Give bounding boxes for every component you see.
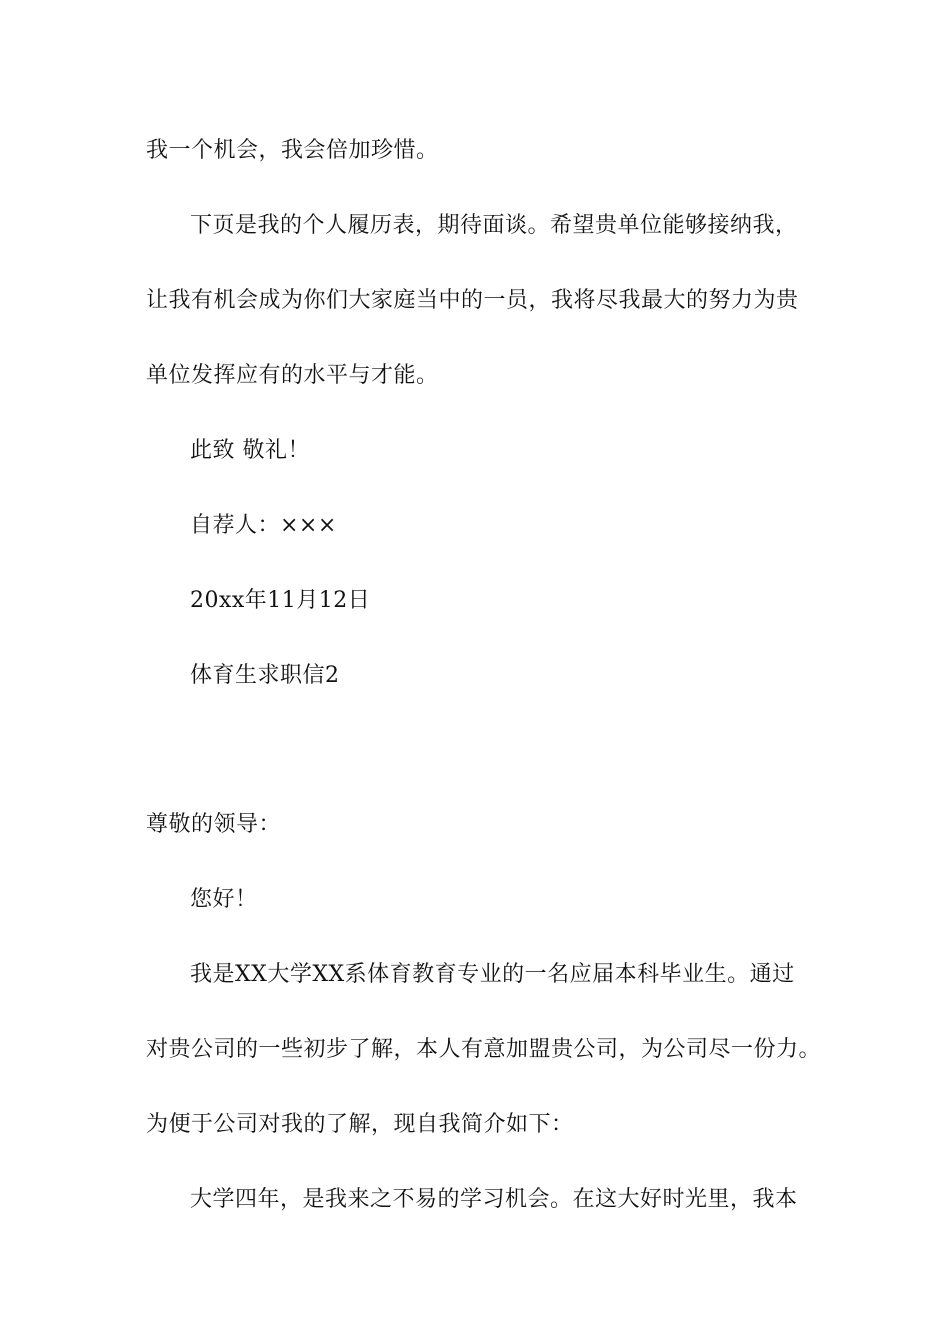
text-line: 我是XX大学XX系体育教育专业的一名应届本科毕业生。通过: [190, 962, 795, 987]
date-line: 20xx年11月12日: [190, 588, 371, 613]
section-title: 体育生求职信2: [190, 663, 340, 688]
text-line: 大学四年，是我来之不易的学习机会。在这大好时光里，我本: [190, 1187, 798, 1212]
text-line: 为便于公司对我的了解，现自我简介如下：: [146, 1112, 574, 1137]
greeting: 您好！: [190, 887, 258, 912]
salutation: 尊敬的领导：: [146, 812, 282, 837]
text-line: 此致 敬礼！: [190, 438, 310, 463]
text-line: 对贵公司的一些初步了解，本人有意加盟贵公司，为公司尽一份力。: [146, 1037, 822, 1062]
text-line: 让我有机会成为你们大家庭当中的一员，我将尽我最大的努力为贵: [146, 288, 799, 313]
text-line: 我一个机会，我会倍加珍惜。: [146, 138, 439, 163]
text-line: 单位发挥应有的水平与才能。: [146, 363, 439, 388]
text-line: 自荐人：×××: [190, 513, 337, 538]
text-line: 下页是我的个人履历表，期待面谈。希望贵单位能够接纳我，: [190, 213, 798, 238]
